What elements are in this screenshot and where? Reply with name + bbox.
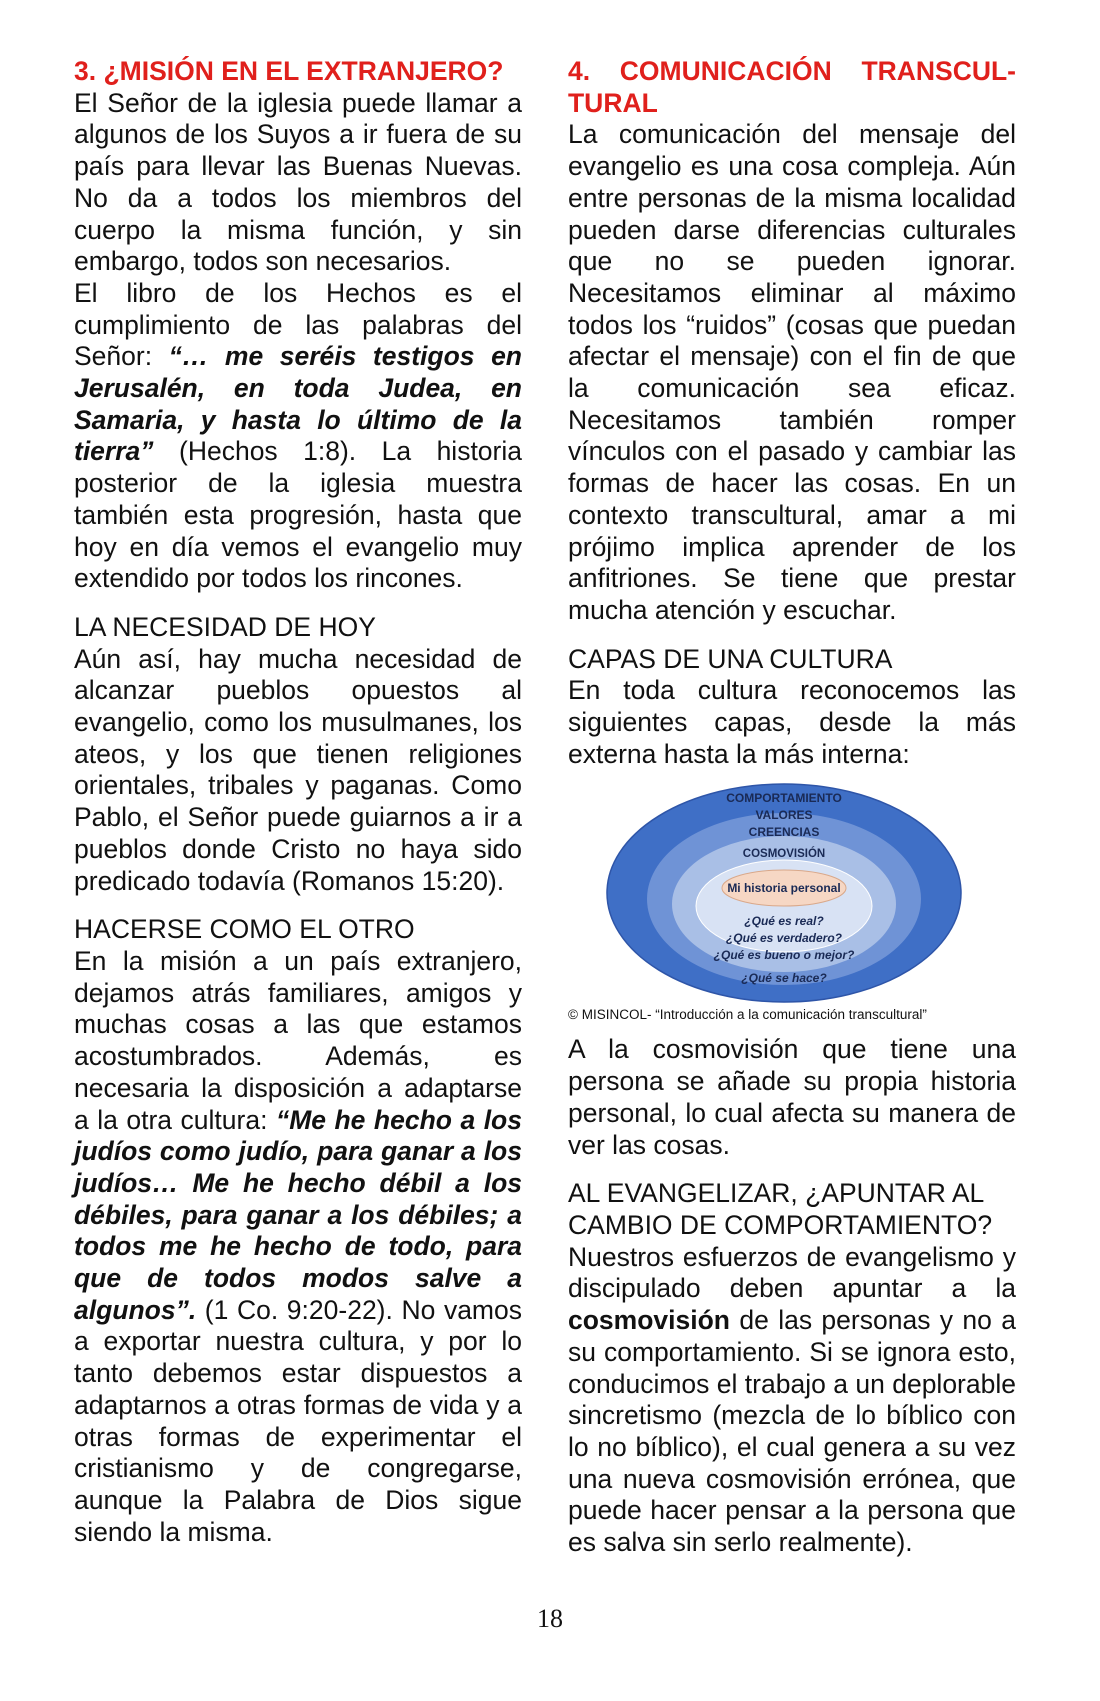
subheading-hacerse: HACERSE COMO EL OTRO	[74, 914, 415, 945]
paragraph-capas: En toda cultura reconocemos las siguientes capas, desde la más externa hasta la más interna:	[568, 675, 1016, 769]
text: de las personas y no a su comportamiento. Si se ignora esto, conducimos el trabajo a un deplorable sincretismo (mezcla de lo bíblico con lo no bíblico), el cual genera a su vez una nueva cosmovisión errónea, que puede hacer pensar a la persona que es salva sin serlo realmente).	[568, 1305, 1016, 1558]
paragraph-cosmovision: A la cosmovisión que tiene una persona se añade su propia historia personal, lo cual afecta su manera de ver las cosas.	[568, 1034, 1016, 1160]
subheading-capas: CAPAS DE UNA CULTURA	[568, 643, 893, 674]
paragraph-hacerse	[74, 946, 522, 1548]
label-creencias: CREENCIAS	[748, 825, 820, 840]
text: El libro de los Hechos es el cumplimiento de las palabras del Señor:	[74, 277, 522, 372]
label-cosmovision: COSMOVISIÓN	[742, 848, 826, 861]
label-comportamiento: COMPORTAMIENTO	[726, 791, 842, 806]
page-number: 18	[537, 1604, 563, 1633]
text: En la misión a un país extranjero, dejamos atrás familiares, amigos y muchas cosas a las que estamos acostumbrados. Además, es necesaria la disposición a adaptarse a la otra cultura:	[74, 945, 522, 1135]
section-heading-mision: 3. ¿MISIÓN EN EL EXTRANJERO?	[74, 56, 504, 86]
bible-quote-hechos: “… me seréis testigos en Jerusalén, en toda Judea, en Samaria, y hasta lo último de la tierra”	[74, 341, 522, 467]
text: Nuestros esfuerzos de evangelismo y discipulado deben apuntar a la	[568, 1241, 1016, 1304]
paragraph-necesidad: Aún así, hay mucha necesidad de alcanzar pueblos opuestos al evangelio, como los musulmanes, los ateos, y los que tienen religiones orientales, tribales y paganas. Como Pablo, el Señor puede guiarnos a ir a pueblos donde Cristo no haya sido predicado todavía (Romanos 15:20).	[74, 643, 522, 896]
culture-layers-svg	[604, 782, 964, 1004]
question-se-hace: ¿Qué se hace?	[741, 971, 827, 986]
paragraph-evangelizar	[568, 1242, 1016, 1559]
right-column	[568, 56, 1016, 1559]
bold-term-cosmovision: cosmovisión	[568, 1305, 730, 1336]
subheading-evangelizar: AL EVANGELIZAR, ¿APUNTAR AL CAMBIO DE COMPORTAMIENTO?	[568, 1178, 993, 1240]
diagram-caption: © MISINCOL- “Introducción a la comunicación transcultural”	[568, 1007, 927, 1023]
question-real: ¿Qué es real?	[744, 914, 824, 929]
paragraph-comunicacion: La comunicación del mensaje del evangelio es una cosa compleja. Aún entre personas de la misma localidad pueden darse diferencias culturales que no se pueden ignorar. Necesitamos eliminar al máximo todos los “ruidos” (cosas que puedan afectar el mensaje) con el fin de que la comunicación sea eficaz. Necesitamos también romper vínculos con el pasado y cambiar las formas de hacer las cosas. En un contexto transcultural, amar a mi prójimo implica aprender de los anfitriones. Se tiene que prestar mucha atención y escuchar.	[568, 119, 1016, 625]
left-column	[74, 56, 522, 1548]
label-historia-personal: Mi historia personal	[727, 881, 841, 896]
text: (1 Co. 9:20-22). No vamos a exportar nuestra cultura, y por lo tanto debemos estar dispuestos a adaptarnos a otras formas de vida y a otras formas de experimentar el cristianismo y de congregarse, aunque la Palabra de Dios sigue siendo la misma.	[74, 1294, 522, 1547]
text: (Hechos 1:8). La historia posterior de la iglesia muestra también esta progresión, hasta que hoy en día vemos el evangelio muy extendido por todos los rincones.	[74, 436, 522, 594]
label-valores: VALORES	[755, 808, 813, 823]
subheading-necesidad: LA NECESIDAD DE HOY	[74, 611, 376, 642]
section-heading-comunicacion: 4. COMUNICACIÓN TRANSCUL-TURAL	[568, 56, 1016, 118]
culture-layers-diagram	[568, 782, 1016, 1004]
paragraph-hechos	[74, 278, 522, 595]
paragraph-llamar: El Señor de la iglesia puede llamar a algunos de los Suyos a ir fuera de su país para llevar las Buenas Nuevas. No da a todos los miembros del cuerpo la misma función, y sin embargo, todos son necesarios.	[74, 87, 522, 277]
question-verdadero: ¿Qué es verdadero?	[725, 931, 843, 946]
bible-quote-corintios: “Me he hecho a los judíos como judío, para ganar a los judíos… Me he hecho débil a los débiles, para ganar a los débiles; a todos me he hecho de todo, para que de todos modos salve a algunos”.	[74, 1104, 522, 1325]
question-bueno: ¿Qué es bueno o mejor?	[713, 948, 855, 963]
